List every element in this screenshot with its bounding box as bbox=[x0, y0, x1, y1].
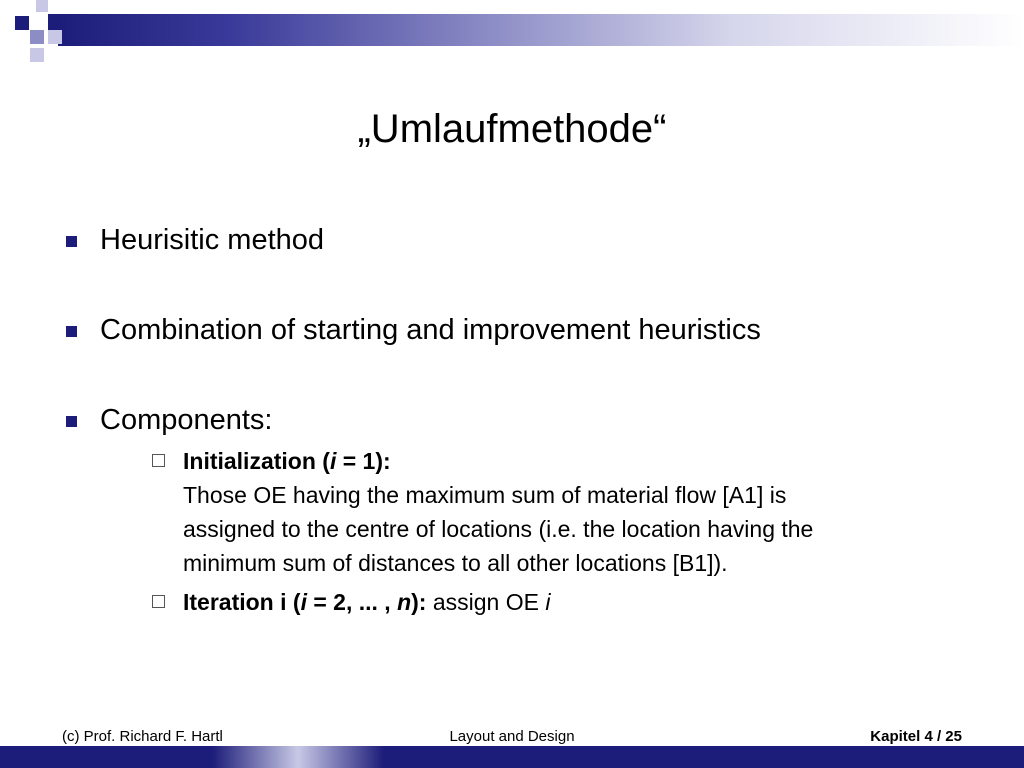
init-line-1: Those OE having the maximum sum of material flow [A1] is bbox=[183, 482, 787, 508]
bullet-item bbox=[62, 312, 962, 348]
bullet-text: Components: bbox=[100, 404, 273, 436]
sub-bullet-initialization bbox=[152, 444, 962, 580]
deco-square bbox=[30, 30, 44, 44]
header-gradient-bar bbox=[58, 14, 1024, 46]
init-heading: Initialization (i = 1): bbox=[183, 448, 391, 474]
iter-text: assign OE bbox=[426, 589, 546, 615]
bullet-text: Heurisitic method bbox=[100, 224, 325, 256]
iter-heading: Iteration i (i = 2, ... , n): bbox=[183, 589, 427, 615]
square-bullet-icon bbox=[66, 326, 77, 337]
header-decoration bbox=[0, 0, 1024, 64]
footer-bar bbox=[0, 746, 1024, 768]
init-line-3: minimum sum of distances to all other locations [B1]). bbox=[183, 550, 728, 576]
footer-author: (c) Prof. Richard F. Hartl bbox=[62, 728, 223, 745]
hollow-square-bullet-icon bbox=[152, 595, 165, 608]
sub-bullet-iteration bbox=[152, 585, 962, 619]
bullet-text: Combination of starting and improvement heuristics bbox=[100, 314, 761, 346]
square-bullet-icon bbox=[66, 416, 77, 427]
deco-square bbox=[48, 14, 60, 30]
deco-square bbox=[36, 0, 48, 12]
bullet-item bbox=[62, 222, 962, 258]
iter-var: i bbox=[545, 589, 551, 615]
square-bullet-icon bbox=[66, 236, 77, 247]
deco-square bbox=[15, 16, 29, 30]
deco-square bbox=[14, 34, 28, 48]
hollow-square-bullet-icon bbox=[152, 454, 165, 467]
deco-square bbox=[30, 48, 44, 62]
footer-course: Layout and Design bbox=[449, 728, 575, 745]
footer-gradient-block bbox=[212, 746, 384, 768]
slide-title: „Umlaufmethode“ bbox=[357, 107, 667, 151]
bullet-item bbox=[62, 402, 962, 619]
slide-content bbox=[62, 222, 962, 619]
init-line-2: assigned to the centre of locations (i.e. the location having the bbox=[183, 516, 814, 542]
deco-square bbox=[48, 30, 62, 44]
components-sublist bbox=[152, 444, 962, 619]
footer-page-number: Kapitel 4 / 25 bbox=[870, 728, 962, 745]
